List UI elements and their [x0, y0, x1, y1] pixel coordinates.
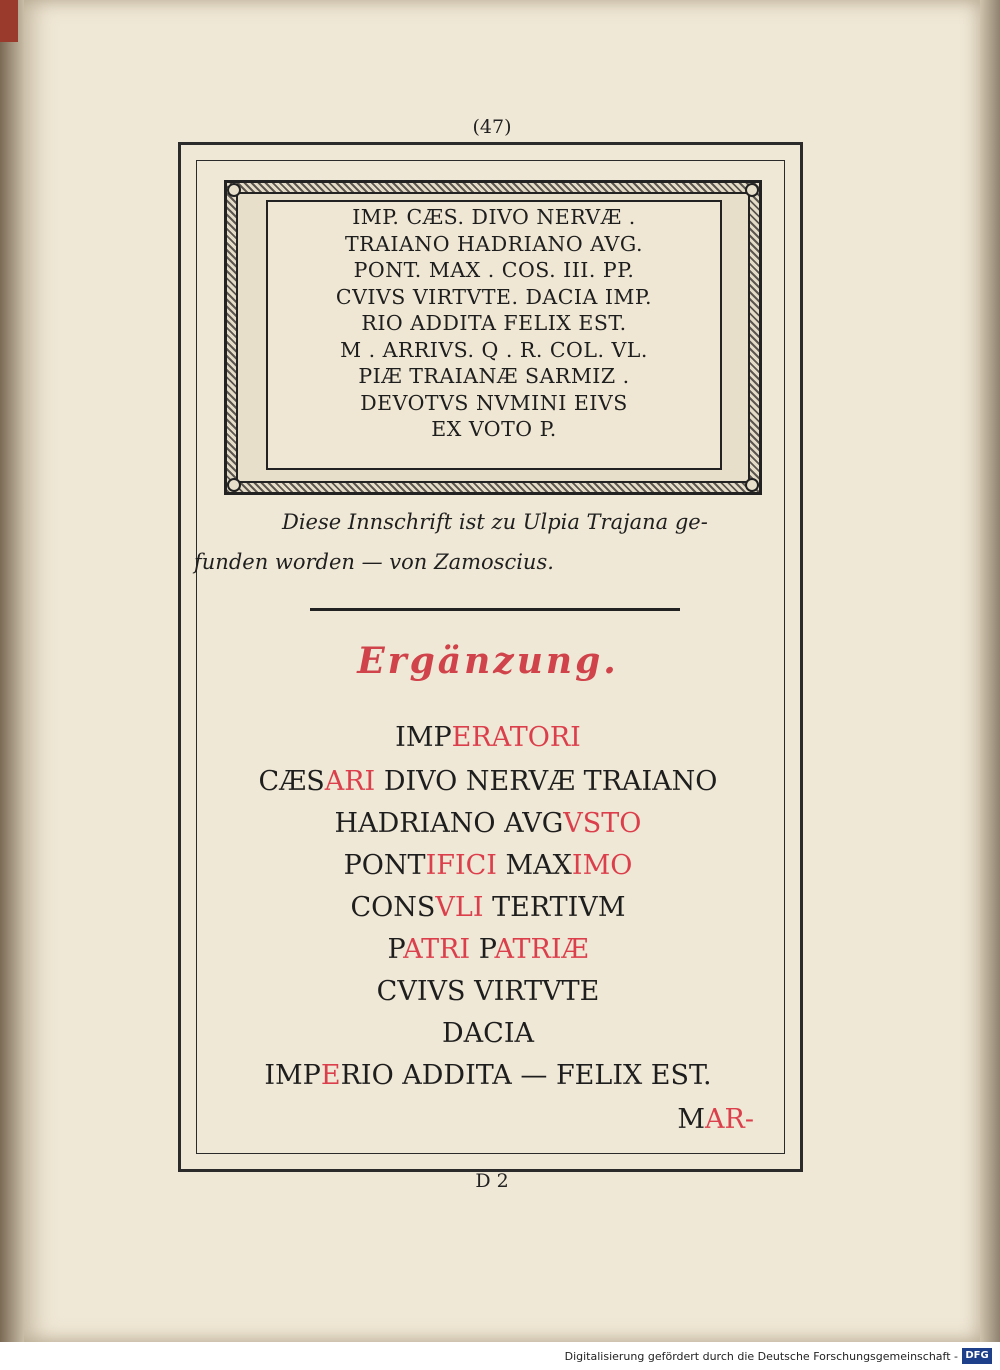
inscription-line: DEVOTVS NVMINI EIVS — [360, 390, 628, 415]
caption-line-1: Diese Innschrift ist zu Ulpia Trajana ge- — [282, 510, 708, 534]
binding-ribbon — [0, 0, 18, 42]
rivet-icon — [227, 183, 241, 197]
page-edge-right — [980, 0, 1000, 1342]
restoration-text: RIO ADDITA — FELIX EST. — [340, 1060, 712, 1091]
inscription-line: M . ARRIVS. Q . R. COL. VL. — [340, 337, 648, 362]
restoration-line — [182, 808, 794, 839]
restoration-text: PONT — [343, 850, 426, 881]
restoration-text: IMP — [395, 722, 452, 753]
inscription-text — [266, 204, 722, 443]
restoration-supplement: ARI — [324, 766, 376, 797]
rivet-icon — [745, 478, 759, 492]
restoration-line: CVIVS VIRTVTE — [376, 976, 600, 1007]
restoration-line: DACIA — [442, 1018, 534, 1049]
restoration-text: CONS — [350, 892, 436, 923]
inscription-line: RIO ADDITA FELIX EST. — [361, 311, 627, 335]
restoration-text: DIVO NERVÆ TRAIANO — [375, 766, 718, 797]
book-spine-edge — [0, 0, 24, 1342]
rivet-icon — [745, 183, 759, 197]
section-heading: Ergänzung. — [357, 640, 619, 682]
restoration-text: HADRIANO AVG — [334, 808, 564, 839]
inscription-line: PONT. MAX . COS. III. PP. — [353, 258, 635, 282]
restoration-line — [182, 934, 794, 965]
restoration-text: M — [677, 1104, 706, 1135]
divider-rule — [310, 608, 680, 611]
restoration-supplement: VLI — [435, 892, 484, 923]
inscription-line: EX VOTO P. — [431, 417, 557, 441]
footer-credit: Digitalisierung gefördert durch die Deutsche Forschungsgemeinschaft - — [564, 1350, 958, 1363]
restoration-line — [182, 850, 794, 881]
inscription-line: TRAIANO HADRIANO AVG. — [344, 231, 644, 256]
dfg-logo-icon: DFG — [962, 1348, 992, 1364]
restoration-supplement: ERATORI — [451, 722, 581, 753]
inscription-line: PIÆ TRAIANÆ SARMIZ . — [358, 364, 630, 388]
signature-mark: D 2 — [475, 1170, 509, 1192]
restoration-text: TERTIVM — [483, 892, 626, 923]
restoration-text: P — [387, 934, 404, 965]
inscription-line: IMP. CÆS. DIVO NERVÆ . — [352, 205, 636, 229]
restoration-supplement: ATRIÆ — [494, 934, 589, 965]
restoration-supplement: IFICI — [425, 850, 497, 881]
restoration-text: IMP — [264, 1060, 321, 1091]
restoration-supplement: ATRI — [403, 934, 471, 965]
caption-line-2: funden worden — von Zamoscius. — [194, 550, 554, 574]
restoration-line — [182, 766, 794, 797]
restoration-text: CÆS — [258, 766, 325, 797]
restoration-text: P — [470, 934, 495, 965]
restoration-line — [182, 1060, 794, 1091]
restoration-supplement: E — [320, 1060, 341, 1091]
rivet-icon — [227, 478, 241, 492]
page-number: (47) — [472, 116, 512, 138]
restoration-supplement: AR- — [705, 1104, 754, 1135]
restoration-supplement: IMO — [571, 850, 633, 881]
restoration-supplement: VSTO — [563, 808, 642, 839]
restoration-line — [182, 722, 794, 753]
inscription-line: CVIVS VIRTVTE. DACIA IMP. — [335, 284, 653, 309]
restoration-line — [182, 892, 794, 923]
restoration-line — [182, 1104, 794, 1135]
restoration-text: MAX — [496, 850, 572, 881]
